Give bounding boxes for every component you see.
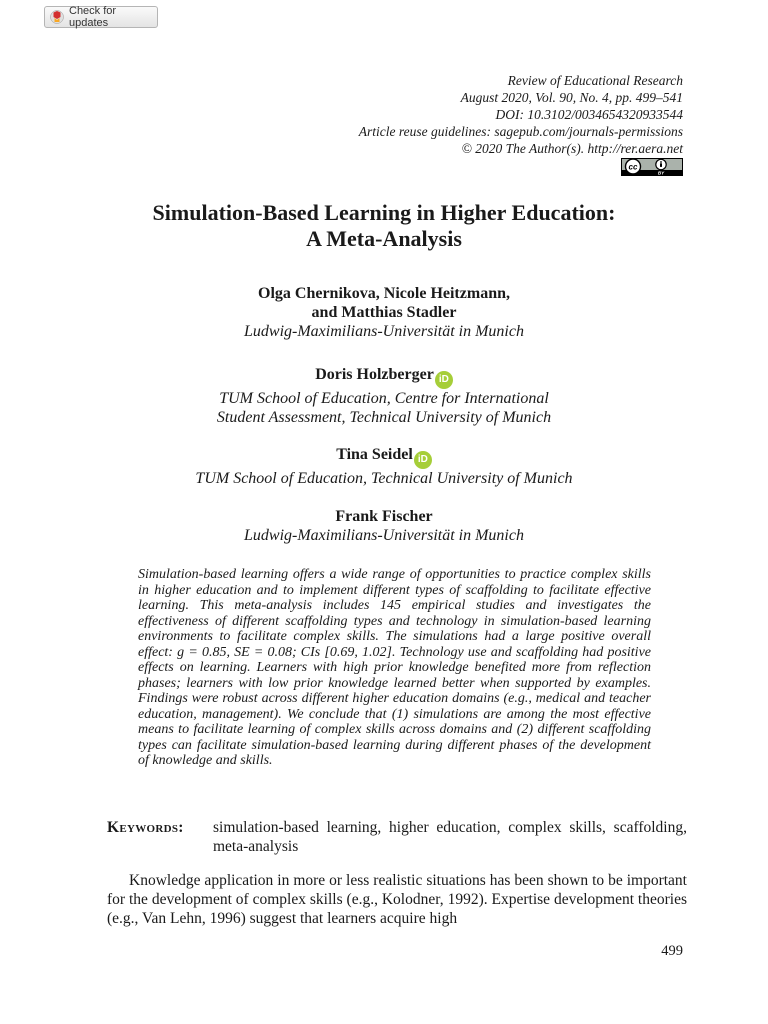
abstract: Simulation-based learning offers a wide range of opportunities to practice complex skills in higher education and to implement different types of scaffolding to facilitate effective learning. This meta-analysis includes 145 empirical studies and investigates the effectiveness of different scaffolding types and technology in simulation-based learning environments to facilitate complex skills. The simulations had a large positive overall effect: g = 0.85, SE = 0.08; CIs [0.69, 1.02]. Technology use and scaffolding had positive effects on learning. Learners with high prior knowledge benefited more from reflection phases; learners with low prior knowledge learned better when supported by examples. Findings were robust across different higher education domains (e.g., medical and teacher education, management). We conclude that (1) simulations are among the most effective means to facilitate learning of complex skills across domains and (2) different scaffolding types can facilitate simulation-based learning during different phases of the development of knowledge and skills. [138,567,651,768]
by-icon-text: BY [657,170,665,176]
author-names: Doris Holzberger [315,366,434,383]
cc-by-license-icon[interactable] [621,158,683,176]
author-block-3 [0,445,768,488]
journal-metadata [359,72,683,180]
copyright[interactable]: © 2020 The Author(s). http://rer.aera.net [461,141,683,156]
author-block-1 [0,284,768,341]
body-paragraph: Knowledge application in more or less realistic situations has been shown to be important for the development of complex skills (e.g., Kolodner, 1992). Expertise development theories (e.g., Van Lehn, 1996) suggest that learners acquire high [107,872,687,927]
article-title [0,200,768,252]
author-affiliation: Ludwig-Maximilians-Universität in Munich [244,527,524,544]
cc-icon-text: cc [628,162,638,172]
author-names: Olga Chernikova, Nicole Heitzmann, [258,285,510,302]
author-names: Frank Fischer [335,508,433,525]
check-for-updates-button[interactable] [44,6,158,28]
orcid-icon[interactable]: iD [414,451,432,469]
check-for-updates-label: Check for updates [69,5,117,29]
author-affiliation: Ludwig-Maximilians-Universität in Munich [244,323,524,340]
author-block-4 [0,507,768,545]
title-line-1: Simulation-Based Learning in Higher Education: [152,200,616,225]
author-affiliation: TUM School of Education, Centre for International [219,390,549,407]
author-names: Tina Seidel [336,446,413,463]
page-number: 499 [661,943,683,959]
title-line-2: A Meta-Analysis [306,226,462,251]
author-affiliation: TUM School of Education, Technical University of Munich [195,470,573,487]
orcid-icon[interactable]: iD [435,371,453,389]
keywords-label: Keywords: [107,819,184,836]
journal-issue: August 2020, Vol. 90, No. 4, pp. 499–541 [460,90,683,105]
author-affiliation: Student Assessment, Technical University of Munich [216,409,552,426]
journal-doi[interactable]: DOI: 10.3102/0034654320933544 [495,107,683,122]
author-block-2 [0,365,768,427]
journal-name: Review of Educational Research [507,73,683,88]
reuse-guidelines[interactable]: Article reuse guidelines: sagepub.com/journals-permissions [358,124,683,139]
keywords-section [107,818,687,856]
crossmark-icon [50,10,64,24]
keywords-text: simulation-based learning, higher education, complex skills, scaffolding, meta-analysis [213,819,687,855]
author-names: and Matthias Stadler [311,304,457,321]
